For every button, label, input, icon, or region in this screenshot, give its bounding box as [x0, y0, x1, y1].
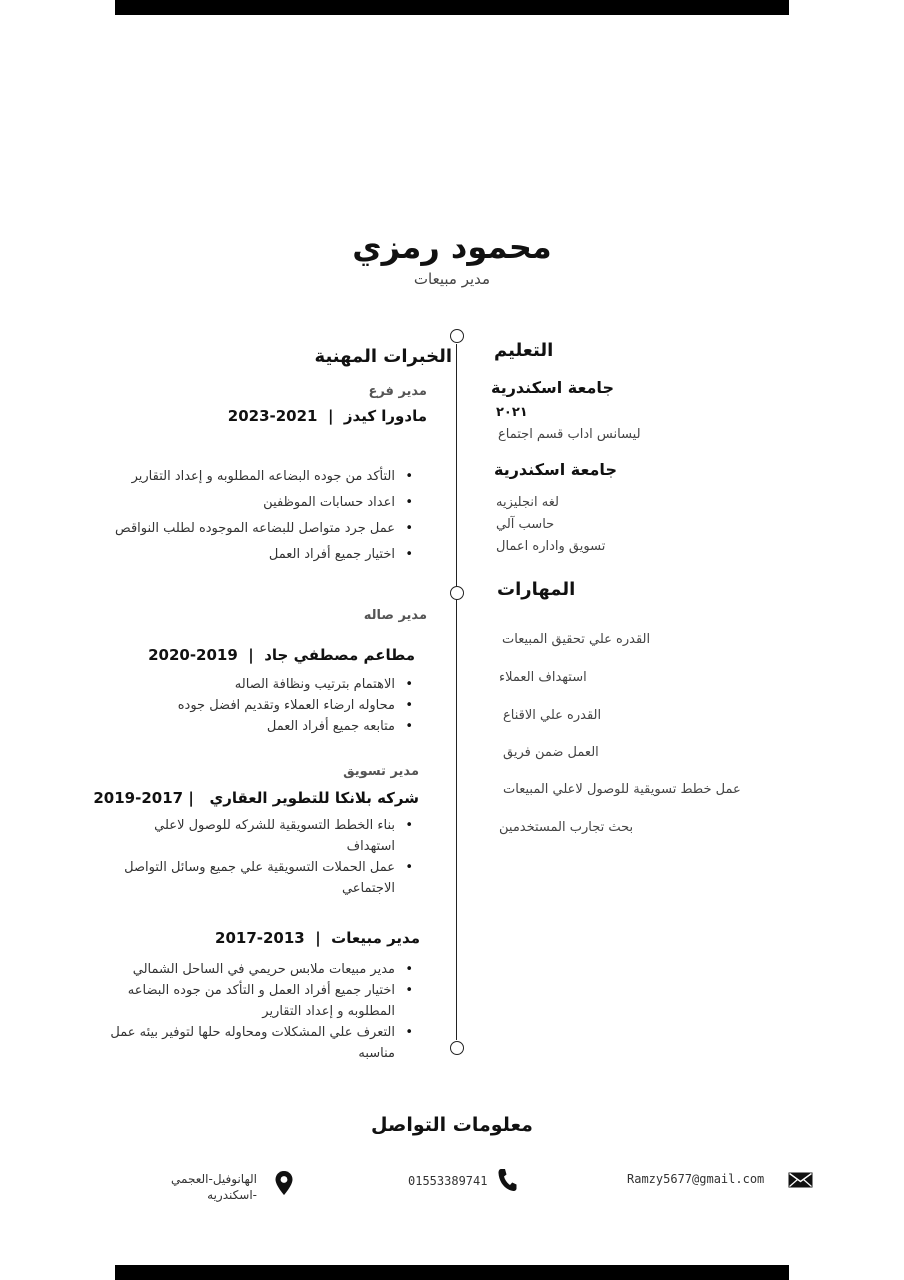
- education-line: حاسب آلي: [496, 517, 555, 532]
- period-separator: |: [322, 407, 339, 425]
- list-item: • بناء الخطط التسويقية للشركه للوصول لاعلي استهداف: [117, 815, 417, 857]
- skill-item: القدره علي تحقيق المبيعات: [502, 632, 651, 647]
- education-line: لغه انجليزيه: [496, 495, 559, 510]
- company-name: مطاعم مصطفي جاد: [264, 646, 415, 664]
- education-line: ٢٠٢١: [496, 405, 528, 420]
- list-item: • عمل الحملات التسويقية علي جميع وسائل التواصل الاجتماعي: [117, 857, 417, 899]
- education-line: تسويق واداره اعمال: [496, 539, 606, 554]
- skill-item: العمل ضمن فريق: [503, 745, 599, 760]
- phone-icon: [497, 1168, 517, 1196]
- list-item: • اعداد حسابات الموظفين: [87, 492, 417, 513]
- skills-title: المهارات: [497, 579, 576, 600]
- person-role: مدير مبيعات: [413, 270, 491, 288]
- map-pin-icon: [274, 1170, 294, 1200]
- contact-phone: 01553389741: [408, 1174, 488, 1188]
- job-company: [215, 929, 420, 947]
- job-company: [148, 646, 415, 664]
- experience-title: الخبرات المهنية: [314, 346, 452, 367]
- job-items: [117, 815, 417, 899]
- education-title: التعليم: [494, 340, 554, 361]
- person-name: محمود رمزي: [352, 228, 552, 266]
- period-separator: |: [188, 789, 205, 807]
- timeline-node-middle: [450, 586, 464, 600]
- job-items: [87, 959, 417, 1064]
- envelope-icon: [788, 1172, 813, 1192]
- skill-item: القدره علي الاقناع: [503, 708, 602, 723]
- list-item: • التعرف علي المشكلات ومحاوله حلها لتوفير بيئه عمل مناسبه: [87, 1022, 417, 1064]
- job-company: [93, 789, 419, 807]
- list-item: • محاوله ارضاء العملاء وتقديم افضل جوده: [87, 695, 417, 716]
- job-period: 2023-2021: [227, 407, 318, 425]
- contact-email: Ramzy5677@gmail.com: [627, 1172, 765, 1186]
- job-period: 2020-2019: [148, 646, 238, 664]
- skill-item: بحث تجارب المستخدمين: [499, 820, 634, 835]
- job-items: [87, 674, 417, 737]
- list-item: • عمل جرد متواصل للبضاعه الموجوده لطلب النواقص: [87, 518, 417, 539]
- list-item: • مدير مبيعات ملابس حريمي في الساحل الشمالي: [87, 959, 417, 980]
- skill-item: عمل خطط تسويقية للوصول لاعلي المبيعات: [503, 782, 741, 797]
- timeline-node-bottom: [450, 1041, 464, 1055]
- job-items: [87, 466, 417, 565]
- list-item: • الاهتمام بترتيب ونظافة الصاله: [87, 674, 417, 695]
- list-item: • التأكد من جوده البضاعه المطلوبه و إعداد التقارير: [87, 466, 417, 487]
- job-role: مدير فرع: [368, 384, 427, 399]
- job-period: 2019-2017: [93, 789, 184, 807]
- company-name: مدير مبيعات: [331, 929, 420, 947]
- skill-item: استهداف العملاء: [499, 670, 587, 685]
- company-name: شركه بلانكا للتطوير العقاري: [209, 789, 419, 807]
- job-company: [228, 407, 427, 425]
- list-item: • اختيار جميع أفراد العمل: [87, 544, 417, 565]
- contact-address: الهانوفيل-العجمي -اسكندريه: [171, 1172, 257, 1202]
- education-university: جامعة اسكندرية: [494, 460, 617, 479]
- job-role: مدير صاله: [363, 608, 427, 623]
- job-period: 2017-2013: [215, 929, 305, 947]
- list-item: • متابعه جميع أفراد العمل: [87, 716, 417, 737]
- period-separator: |: [243, 646, 259, 664]
- timeline-line: [456, 344, 457, 1040]
- education-line: ليسانس اداب قسم اجتماع: [498, 427, 641, 442]
- education-university: جامعة اسكندرية: [491, 378, 614, 397]
- list-item: • اختيار جميع أفراد العمل و التأكد من جوده البضاعه المطلوبه و إعداد التقارير: [87, 980, 417, 1022]
- bottom-bar: [115, 1265, 789, 1280]
- company-name: مادورا كيدز: [343, 407, 427, 425]
- job-role: مدير تسويق: [343, 764, 419, 779]
- contact-title: معلومات التواصل: [371, 1114, 533, 1136]
- period-separator: |: [309, 929, 326, 947]
- top-bar: [115, 0, 789, 15]
- timeline-node-top: [450, 329, 464, 343]
